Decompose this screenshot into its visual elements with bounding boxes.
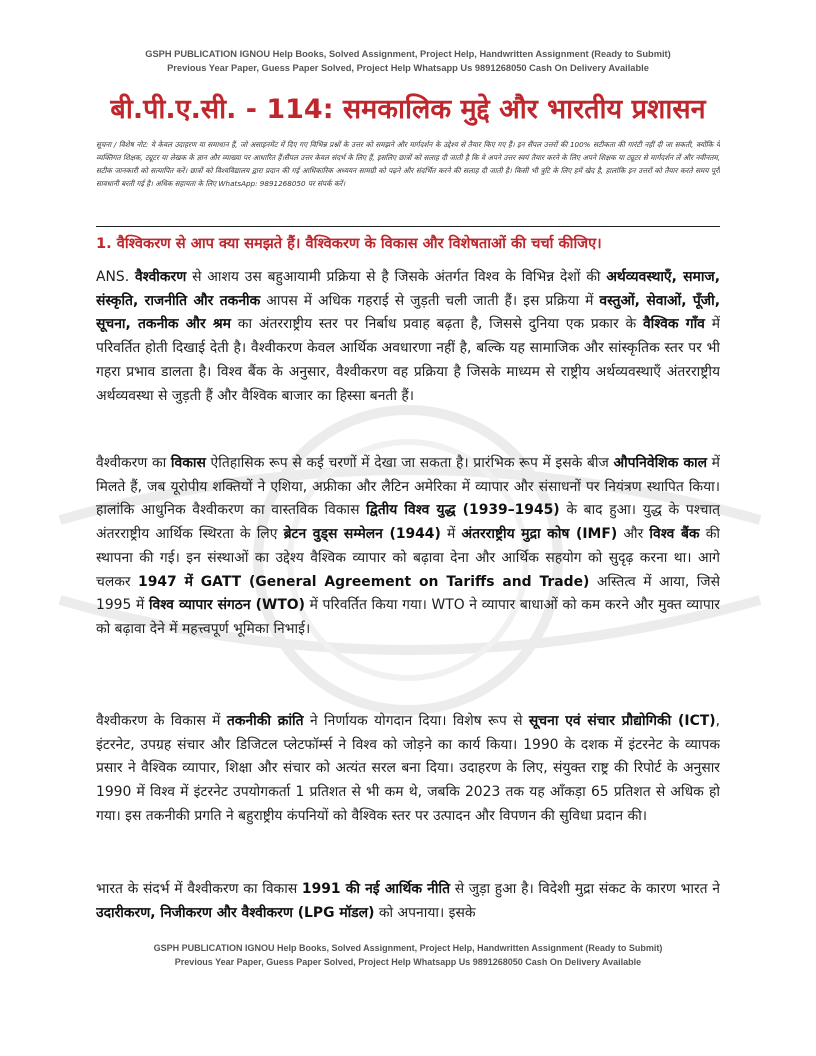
disclaimer-note: सूचना / विशेष नोट: ये केवल उदाहरण या समाधान हैं, जो असाइनमेंट में दिए गए विभिन्न प्रश्नों के उत्तर को समझने और मार्गदर्शन के उद्देश्य से तैयार किए गए हैं। इन सैंपल उत्तरों की 100% सटीकता की गारंटी नहीं दी जा सकती, क्योंकि ये व्यक्तिगत शिक्षक, ट्यूटर या लेखक के ज्ञान और व्याख्या पर आधारित हैं।सैंपल उत्तर केवल संदर्भ के लिए हैं, इसलिए छात्रों को सलाह दी जाती है कि वे अपने उत्तर स्वयं तैयार करने के लिए अपने शिक्षक या ट्यूटर से मार्गदर्शन लें और नवीनतम, सटीक जानकारी को सत्यापित करें। छात्रों को विश्वविद्यालय द्वारा प्रदान की गई आधिकारिक अध्ययन सामग्री को पढ़ने और संदर्भित करने की सलाह दी जाती है। किसी भी त्रुटि के लिए हमें खेद है, हालांकि इन उत्तरों को तैयार करते समय पूरी सावधानी बरती गई है। अधिक सहायता के लिए WhatsApp: 9891268050 पर संपर्क करें।	[96, 140, 720, 188]
answer-paragraph-3	[96, 710, 720, 878]
bold-term: उदारीकरण, निजीकरण और वैश्वीकरण (LPG मॉडल)	[96, 904, 375, 921]
text-run: वैश्वीकरण का	[96, 455, 171, 471]
bold-term: वस्तुओं, सेवाओं, पूँजी, सूचना, तकनीक और श्रम	[96, 292, 720, 333]
bold-term: अंतरराष्ट्रीय मुद्रा कोष (IMF)	[461, 526, 618, 543]
text-run: में परिवर्तित किया गया। WTO ने व्यापार बाधाओं को कम करने और मुक्त व्यापार को बढ़ावा देने में महत्त्वपूर्ण भूमिका निभाई।	[96, 597, 720, 637]
text-run: में	[440, 526, 462, 543]
text-run: की स्थापना की गई। इन संस्थाओं का उद्देश्य वैश्विक व्यापार को बढ़ावा देना और आर्थिक सहयोग को सुदृढ़ करना था। आगे चलकर	[96, 526, 720, 590]
bold-term: ब्रेटन वुड्स सम्मेलन (1944)	[283, 526, 441, 543]
question-heading: 1. वैश्विकरण से आप क्या समझते हैं। वैश्विकरण के विकास और विशेषताओं की चर्चा कीजिए।	[96, 235, 602, 252]
answer-paragraph-1	[96, 266, 720, 432]
divider-rule	[96, 226, 720, 227]
text-run: से जुड़ा हुआ है। विदेशी मुद्रा संकट के कारण भारत ने	[450, 881, 720, 897]
text-run: से आशय उस बहुआयामी प्रक्रिया से है जिसके अंतर्गत विश्व के विभिन्न देशों की	[186, 269, 607, 285]
bold-term: तकनीकी क्रांति	[226, 713, 304, 729]
bold-term: विश्व बैंक	[649, 526, 700, 543]
answer-paragraph-2	[96, 452, 720, 692]
bold-term: द्वितीय विश्व युद्ध (1939–1945)	[366, 502, 560, 519]
text-run: का अंतरराष्ट्रीय स्तर पर निर्बाध प्रवाह बढ़ता है, जिससे दुनिया एक प्रकार के	[231, 316, 643, 333]
bold-term: विश्व व्यापार संगठन (WTO)	[148, 597, 305, 614]
bold-term: औपनिवेशिक काल	[613, 455, 708, 471]
bold-term: विकास	[170, 455, 206, 471]
text-run: ने निर्णायक योगदान दिया। विशेष रूप से	[303, 713, 529, 729]
text-run: ANS.	[96, 269, 135, 285]
text-run: अस्तित्व में आया, जिसे 1995 में	[96, 573, 720, 614]
header-line-2: Previous Year Paper, Guess Paper Solved, Project Help Whatsapp Us 9891268050 Cash On Delivery Available	[167, 63, 649, 73]
page-title: बी.पी.ए.सी. - 114: समकालिक मुद्दे और भारतीय प्रशासन	[110, 94, 706, 125]
bold-term: 1991 की नई आर्थिक नीति	[301, 881, 450, 897]
text-run: और	[617, 526, 650, 543]
bold-term: सूचना एवं संचार प्रौद्योगिकी (ICT)	[528, 713, 716, 729]
text-run: में मिलते हैं, जब यूरोपीय शक्तियों ने एशिया, अफ्रीका और लैटिन अमेरिका में व्यापार और संसाधनों पर नियंत्रण स्थापित किया। हालांकि आधुनिक वैश्वीकरण का वास्तविक विकास	[96, 455, 720, 519]
text-run: के बाद हुआ। युद्ध के पश्चात् अंतरराष्ट्रीय आर्थिक स्थिरता के लिए	[96, 502, 720, 543]
text-run: वैश्वीकरण के विकास में	[96, 713, 227, 729]
text-run: ऐतिहासिक रूप से कई चरणों में देखा जा सकता है। प्रारंभिक रूप में इसके बीज	[205, 455, 614, 471]
text-run: आपस में अधिक गहराई से जुड़ती चली जाती हैं। इस प्रक्रिया में	[260, 292, 600, 309]
footer-line-1: GSPH PUBLICATION IGNOU Help Books, Solved Assignment, Project Help, Handwritten Assignment (Ready to Submit)	[153, 943, 663, 953]
bold-term: 1947 में GATT (General Agreement on Tariffs and Trade)	[138, 573, 590, 590]
answer-paragraph-4	[96, 878, 720, 926]
bold-term: अर्थव्यवस्थाएँ, समाज, संस्कृति, राजनीति और तकनीक	[96, 269, 720, 309]
footer-line-2: Previous Year Paper, Guess Paper Solved, Project Help Whatsapp Us 9891268050 Cash On Delivery Available	[174, 957, 642, 967]
text-run: भारत के संदर्भ में वैश्वीकरण का विकास	[96, 881, 302, 897]
text-run: , इंटरनेट, उपग्रह संचार और डिजिटल प्लेटफॉर्म्स ने विश्व को जोड़ने का कार्य किया। 1990 के दशक में इंटरनेट के व्यापक प्रसार ने वैश्विक व्यापार, शिक्षा और संचार को अत्यंत सरल बना दिया। उदाहरण के लिए, संयुक्त राष्ट्र की रिपोर्ट के अनुसार 1990 में विश्व में इंटरनेट उपयोगकर्ता 1 प्रतिशत से भी कम थे, जबकि 2023 तक यह आँकड़ा 65 प्रतिशत से अधिक हो गया। इस तकनीकी प्रगति ने बहुराष्ट्रीय कंपनियों को वैश्विक स्तर पर उत्पादन और विपणन की सुविधा प्रदान की।	[96, 713, 720, 824]
bold-term: वैश्विक गाँव	[642, 316, 705, 333]
bold-term: वैश्वीकरण	[134, 269, 187, 285]
text-run: में परिवर्तित होती दिखाई देती है। वैश्वीकरण केवल आर्थिक अवधारणा नहीं है, बल्कि यह सामाजिक और सांस्कृतिक स्तर पर भी गहरा प्रभाव डालता है। विश्व बैंक के अनुसार, वैश्वीकरण वह प्रक्रिया है जिसके माध्यम से राष्ट्रीय अर्थव्यवस्थाएँ अंतरराष्ट्रीय अर्थव्यवस्था से जुड़ती हैं और वैश्विक बाजार का हिस्सा बनती हैं।	[96, 316, 720, 404]
header-line-1: GSPH PUBLICATION IGNOU Help Books, Solved Assignment, Project Help, Handwritten Assignment (Ready to Submit)	[145, 49, 671, 59]
text-run: को अपनाया। इसके	[374, 904, 476, 921]
